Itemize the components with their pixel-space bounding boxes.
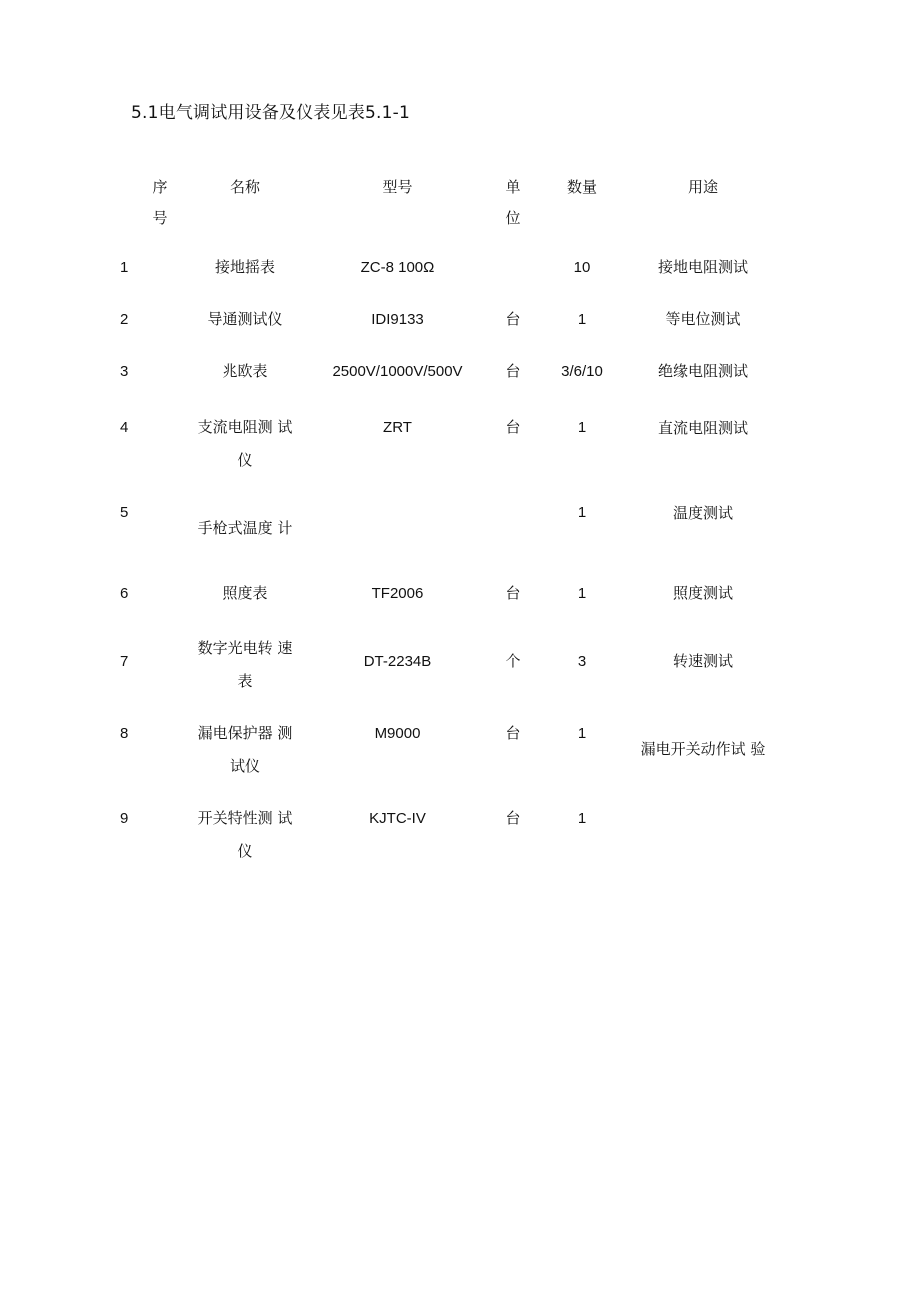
row3-unit: 台	[505, 362, 521, 380]
row5-qty: 1	[577, 504, 587, 521]
row7-name-line2: 表	[237, 672, 253, 690]
row6-qty: 1	[577, 585, 587, 602]
row7-qty: 3	[577, 653, 587, 670]
row6-name: 照度表	[222, 584, 268, 602]
row1-use: 接地电阻测试	[657, 258, 748, 276]
row3-name: 兆欧表	[222, 362, 268, 380]
row2-unit: 台	[505, 310, 521, 328]
row8-unit: 台	[505, 724, 521, 742]
row8-use: 漏电开关动作试 验	[640, 740, 766, 758]
row8-model: M9000	[374, 725, 421, 742]
header-model: 型号	[382, 178, 413, 196]
header-qty: 数量	[566, 178, 597, 196]
row4-name-line2: 仪	[237, 451, 253, 469]
header-name: 名称	[229, 178, 260, 196]
row8-no: 8	[120, 725, 129, 742]
header-unit-line2: 位	[505, 209, 521, 227]
row7-use: 转速测试	[672, 652, 733, 670]
row2-name: 导通测试仪	[207, 310, 283, 328]
row9-qty: 1	[577, 810, 587, 827]
row4-qty: 1	[577, 419, 587, 436]
row1-no: 1	[120, 259, 129, 276]
row4-unit: 台	[505, 418, 521, 436]
row3-use: 绝缘电阻测试	[657, 362, 748, 380]
row9-no: 9	[120, 810, 129, 827]
row1-qty: 10	[573, 259, 591, 276]
row4-use: 直流电阻测试	[657, 419, 748, 437]
row4-model: ZRT	[383, 419, 412, 436]
row9-unit: 台	[505, 809, 521, 827]
row1-name: 接地摇表	[214, 258, 275, 276]
row5-use: 温度测试	[672, 504, 733, 522]
row4-no: 4	[120, 419, 129, 436]
row8-qty: 1	[577, 725, 587, 742]
row7-name-line1: 数字光电转 速	[197, 639, 293, 657]
row6-use: 照度测试	[672, 584, 733, 602]
row1-model: ZC-8 100Ω	[360, 259, 435, 276]
row6-unit: 台	[505, 584, 521, 602]
row3-no: 3	[120, 363, 129, 380]
row2-use: 等电位测试	[665, 310, 741, 328]
row3-qty: 3/6/10	[561, 363, 603, 380]
row6-no: 6	[120, 585, 129, 602]
row5-name: 手枪式温度 计	[197, 519, 293, 537]
header-no-line1: 序	[152, 178, 168, 196]
row2-no: 2	[120, 311, 129, 328]
row2-qty: 1	[577, 311, 587, 328]
header-no-line2: 号	[152, 209, 168, 227]
row8-name-line2: 试仪	[229, 757, 260, 775]
row2-model: IDI9133	[371, 311, 424, 328]
row7-model: DT-2234B	[363, 653, 432, 670]
row8-name-line1: 漏电保护器 测	[197, 724, 293, 742]
header-unit-line1: 单	[505, 178, 521, 196]
row7-no: 7	[120, 653, 129, 670]
row5-no: 5	[120, 504, 129, 521]
row6-model: TF2006	[371, 585, 424, 602]
row3-model: 2500V/1000V/500V	[332, 363, 463, 380]
row9-name-line2: 仪	[237, 842, 253, 860]
row7-unit: 个	[505, 652, 521, 670]
section-heading: 5.1电气调试用设备及仪表见表5.1-1	[131, 103, 411, 123]
row9-model: KJTC-IV	[369, 810, 426, 827]
row9-name-line1: 开关特性测 试	[197, 809, 293, 827]
header-use: 用途	[687, 178, 718, 196]
row4-name-line1: 支流电阻测 试	[197, 418, 293, 436]
